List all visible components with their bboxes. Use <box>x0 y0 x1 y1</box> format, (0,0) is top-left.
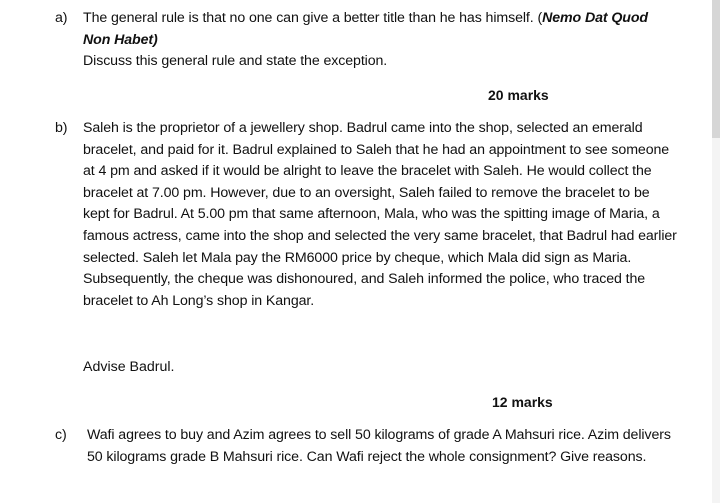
question-a-marks: 20 marks <box>488 87 549 103</box>
question-b-marks: 12 marks <box>492 394 553 410</box>
question-b <box>55 118 679 312</box>
question-a-instruction: Discuss this general rule and state the exception. <box>83 53 388 70</box>
question-a-label: a) <box>55 10 68 26</box>
question-b-advise: Advise Badrul. <box>83 359 175 375</box>
question-b-body: Saleh is the proprietor of a jewellery shop. Badrul came into the shop, selected an emerald bracelet, and paid for it. Badrul explained to Saleh that he had an appointment to see someone at 4 pm and asked if it would be alright to leave the bracelet with Saleh. He would collect the bracelet at 7.00 pm. However, due to an oversight, Saleh failed to remove the bracelet to be kept for Badrul. At 5.00 pm that same afternoon, Mala, who was the spitting image of Maria, a famous actress, came into the shop and selected the very same bracelet, that Badrul had earlier selected. Saleh let Mala pay the RM6000 price by cheque, which Mala did sign as Maria. Subsequently, the cheque was dishonoured, and Saleh informed the police, who traced the bracelet to Ah Long’s shop in Kangar. <box>83 120 677 309</box>
question-a-text: The general rule is that no one can give a better title than he has himself. ( <box>83 10 543 26</box>
question-c-body: Wafi agrees to buy and Azim agrees to sell 50 kilograms of grade A Mahsuri rice. Azim delivers 50 kilograms grade B Mahsuri rice. Can Wafi reject the whole consignment? Give reasons. <box>87 427 671 465</box>
question-a <box>55 8 679 73</box>
question-c-label: c) <box>55 427 67 443</box>
question-a-latin-maxim: Nemo Dat Quod Non Habet) <box>83 10 648 48</box>
vertical-scrollbar[interactable] <box>712 0 720 503</box>
question-c <box>55 425 679 468</box>
question-b-label: b) <box>55 120 68 136</box>
scrollbar-thumb[interactable] <box>712 0 720 138</box>
question-a-body <box>83 8 679 73</box>
